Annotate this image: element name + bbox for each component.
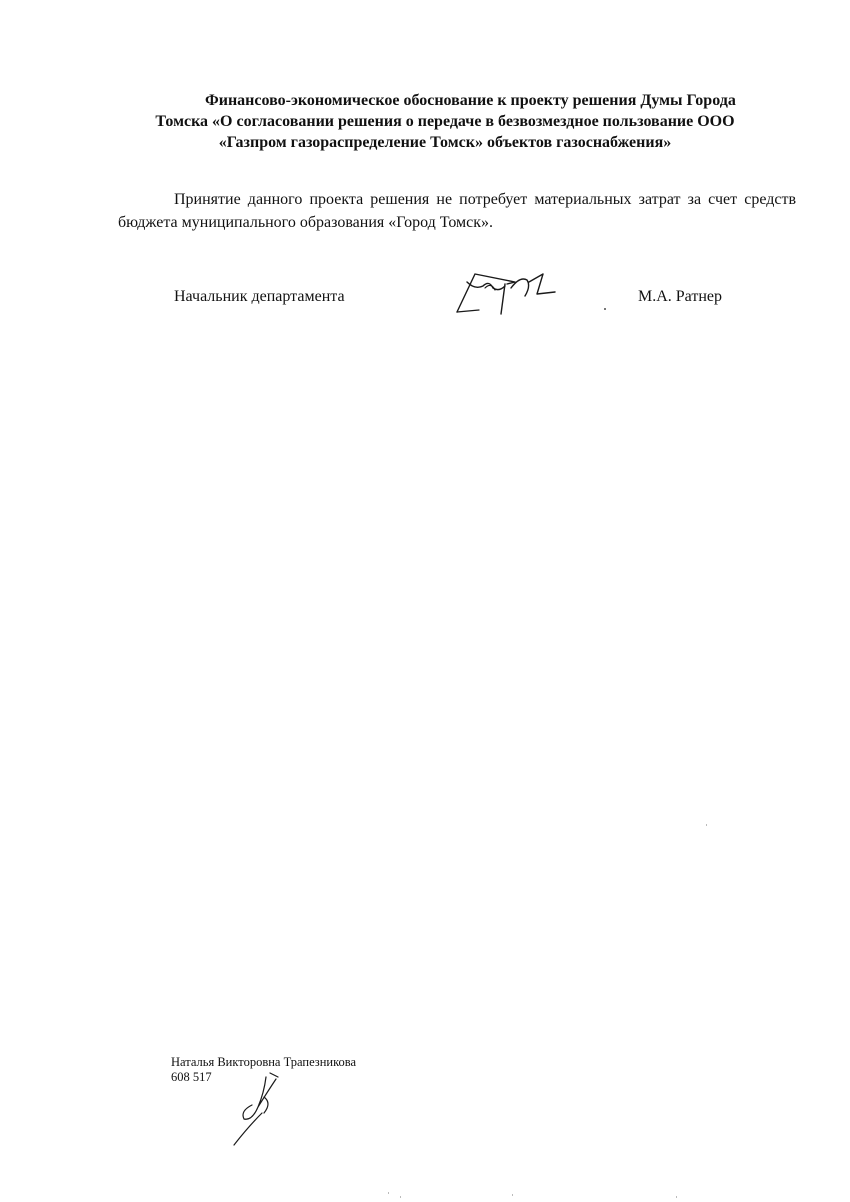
scan-speck (676, 1196, 677, 1198)
title-line-2: Томска «О согласовании решения о передаче в безвозмездное пользование ООО (155, 113, 735, 130)
body-paragraph: Принятие данного проекта решения не потребует материальных затрат за счет средств бюджета муниципального образования «Город Томск». (118, 191, 796, 231)
scan-speck (400, 1196, 401, 1198)
scan-speck (512, 1194, 513, 1196)
signature-row (0, 288, 850, 318)
signatory-name: М.А. Ратнер (638, 288, 723, 305)
executor-name: Наталья Викторовна Трапезникова (171, 1055, 357, 1069)
title-line-1: Финансово-экономическое обоснование к проекту решения Думы Города (205, 92, 736, 109)
signatory-position: Начальник департамента (174, 288, 345, 305)
document-title (115, 90, 775, 153)
title-line-3: «Газпром газораспределение Томск» объектов газоснабжения» (218, 134, 672, 151)
scan-speck (388, 1192, 389, 1194)
signature-dot (604, 308, 606, 310)
executor-initials-icon (218, 1067, 288, 1147)
executor-phone: 608 517 (171, 1070, 212, 1084)
handwritten-signature-icon (445, 268, 570, 318)
scan-speck (706, 824, 707, 826)
